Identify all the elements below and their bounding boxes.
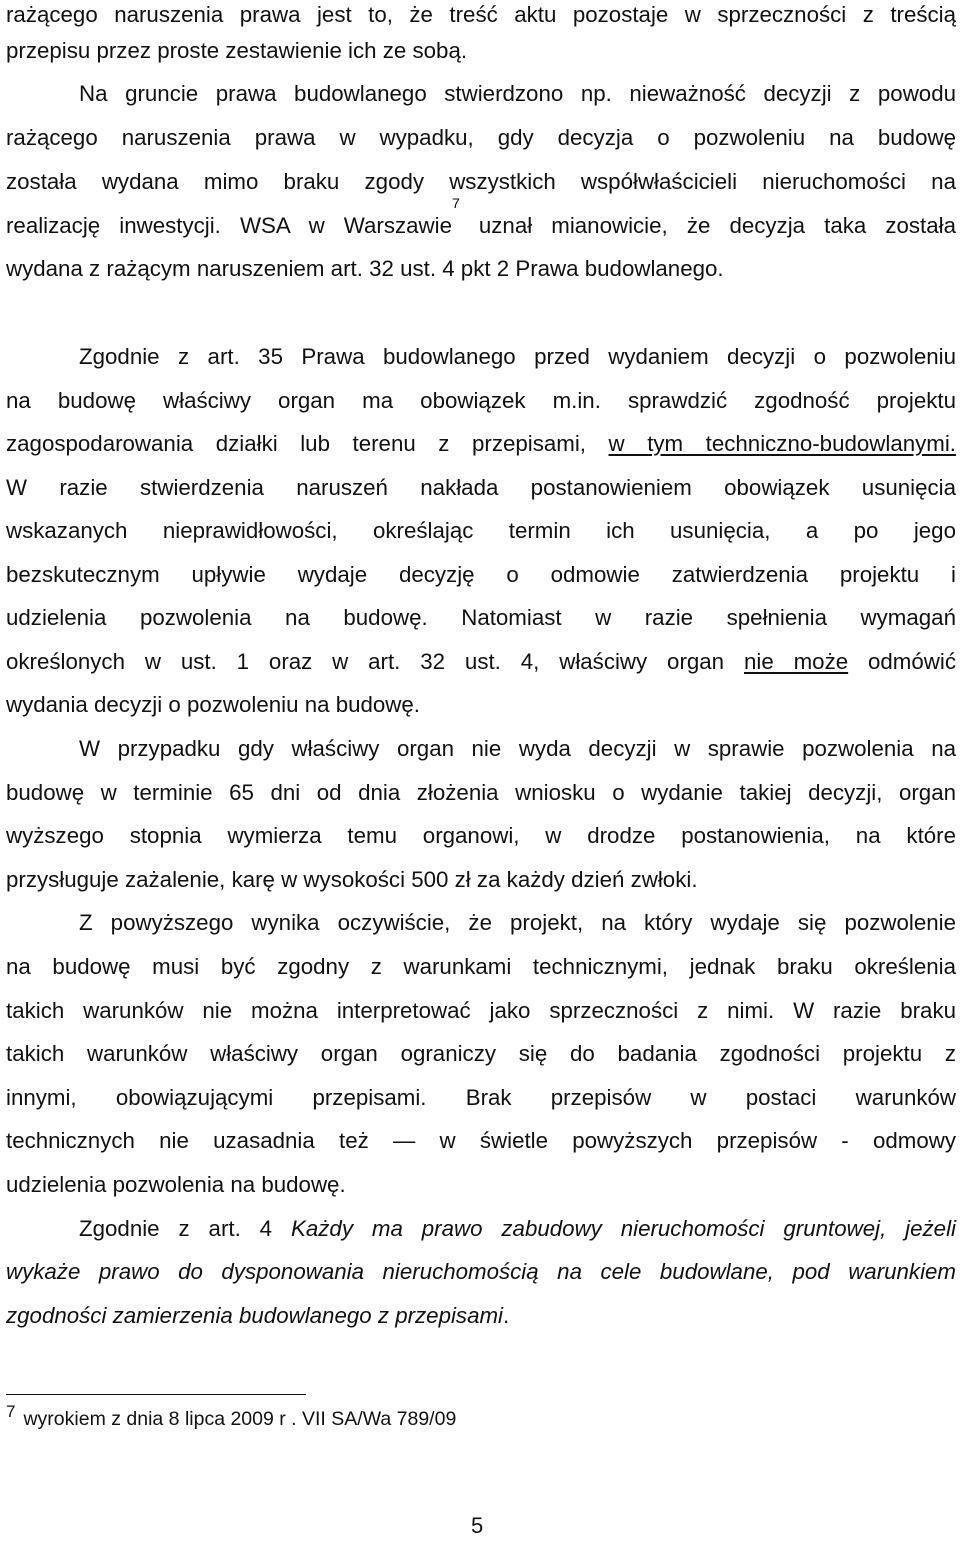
footnote-mark: 7 (6, 1402, 16, 1421)
text-line: udzielenia pozwolenia na budowę. (6, 1172, 346, 1197)
footnote-text: wyrokiem z dnia 8 lipca 2009 r . VII SA/Wa 789/09 (23, 1408, 457, 1430)
text-line: Zgodnie z art. 35 Prawa budowlanego przed wydaniem decyzji o pozwoleniu (79, 344, 956, 369)
text-line: innymi, obowiązującymi przepisami. Brak przepisów w postaci warunków (6, 1085, 956, 1110)
text-line: przysługuje zażalenie, karę w wysokości 500 zł za każdy dzień zwłoki. (6, 867, 698, 892)
text-line: Zgodnie z art. 4 Każdy ma prawo zabudowy nieruchomości gruntowej, jeżeli (79, 1216, 956, 1241)
footnote (6, 1404, 456, 1435)
text-line: takich warunków nie można interpretować jako sprzeczności z nimi. W razie braku (6, 998, 956, 1023)
page-number: 5 (471, 1513, 484, 1538)
text-line: Na gruncie prawa budowlanego stwierdzono np. nieważność decyzji z powodu (79, 81, 956, 106)
text-line: realizację inwestycji. WSA w Warszawie$^7$ uznał mianowicie, że decyzja taka została (6, 195, 957, 238)
footnote-separator (6, 1394, 306, 1395)
text-line: przepisu przez proste zestawienie ich ze sobą. (6, 38, 468, 63)
text-line: wskazanych nieprawidłowości, określając termin ich usunięcia, a po jego (6, 518, 956, 543)
text-line: zagospodarowania działki lub terenu z przepisami, w tym techniczno-budowlanymi. (6, 431, 957, 456)
text-line: technicznych nie uzasadnia też — w świetle powyższych przepisów - odmowy (6, 1128, 956, 1153)
text-line: zgodności zamierzenia budowlanego z przepisami. (6, 1303, 510, 1328)
text-line: W razie stwierdzenia naruszeń nakłada postanowieniem obowiązek usunięcia (6, 475, 956, 500)
text-line: wydana z rażącym naruszeniem art. 32 ust. 4 pkt 2 Prawa budowlanego. (6, 256, 724, 281)
underlined-text: nie może (743, 649, 849, 674)
text-line: na budowę właściwy organ ma obowiązek m.in. sprawdzić zgodność projektu (6, 388, 956, 413)
underlined-text: w tym techniczno-budowlanymi. (608, 431, 957, 456)
text-line: została wydana mimo braku zgody wszystkich współwłaścicieli nieruchomości na (6, 169, 956, 194)
text-line: rażącego naruszenia prawa w wypadku, gdy decyzja o pozwoleniu na budowę (6, 125, 956, 150)
text-line (6, 1257, 956, 1287)
italic-text: Każdy ma prawo zabudowy nieruchomości gruntowej, jeżeli (291, 1216, 956, 1241)
text-line: takich warunków właściwy organ ograniczy się do badania zgodności projektu z (6, 1041, 956, 1066)
text-line: rażącego naruszenia prawa jest to, że treść aktu pozostaje w sprzeczności z treścią (6, 2, 956, 27)
text-line: wydania decyzji o pozwoleniu na budowę. (6, 692, 420, 717)
text-line: Z powyższego wynika oczywiście, że projekt, na który wydaje się pozwolenie (79, 910, 956, 935)
text-line: wyższego stopnia wymierza temu organowi, w drodze postanowienia, na które (6, 823, 956, 848)
footnote-reference: 7 (451, 195, 460, 211)
text-line: udzielenia pozwolenia na budowę. Natomiast w razie spełnienia wymagań (6, 605, 956, 630)
italic-text: wykaże prawo do dysponowania nieruchomością na cele budowlane, pod warunkiem (6, 1259, 956, 1284)
text-line: na budowę musi być zgodny z warunkami technicznymi, jednak braku określenia (6, 954, 956, 979)
text-line: bezskutecznym upływie wydaje decyzję o odmowie zatwierdzenia projektu i (6, 562, 956, 587)
text-line: W przypadku gdy właściwy organ nie wyda decyzji w sprawie pozwolenia na (79, 736, 956, 761)
text-line: określonych w ust. 1 oraz w art. 32 ust. 4, właściwy organ nie może odmówić (6, 649, 956, 674)
italic-text: zgodności zamierzenia budowlanego z przepisami (6, 1303, 503, 1328)
text-line: budowę w terminie 65 dni od dnia złożenia wniosku o wydanie takiej decyzji, organ (6, 780, 956, 805)
